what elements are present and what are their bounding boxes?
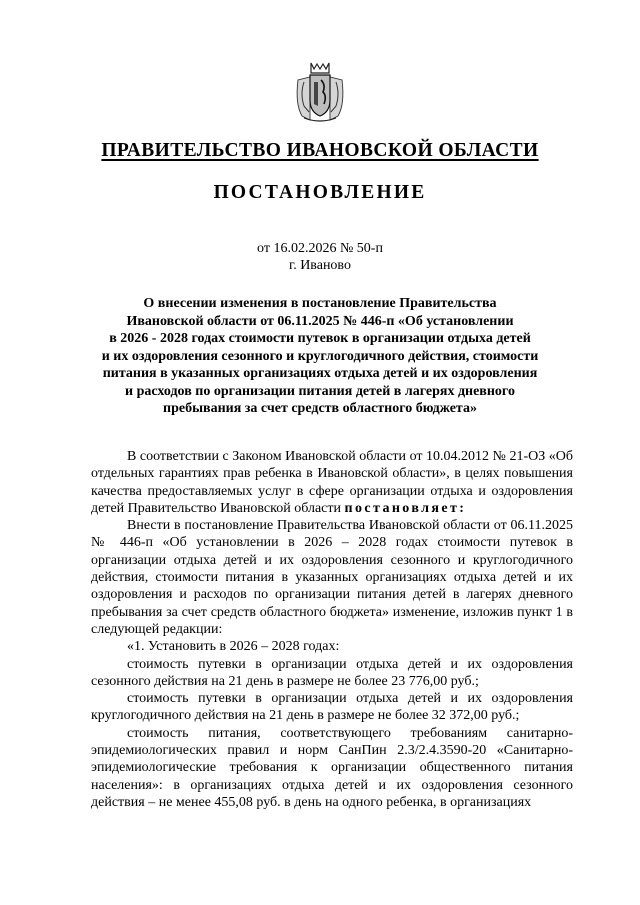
body-paragraph: Внести в постановление Правительства Ивановской области от 06.11.2025 № 446-п «Об установлении в 2026 – 2028 годах стоимости путевок в организации отдыха детей и их оздоровления сезонного и круглогодичного действия, стоимости питания в указанных организациях отдыха детей и их оздоровления и расходов по организации питания детей в лагерях дневного пребывания за счет средств областного бюджета» изменение, изложив пункт 1 в следующей редакции: <box>91 518 573 637</box>
title-line: в 2026 - 2028 годах стоимости путевок в организации отдыха детей <box>109 331 531 346</box>
document-type: ПОСТАНОВЛЕНИЕ <box>213 182 427 203</box>
crown-shape <box>311 63 329 73</box>
body-paragraph: стоимость путевки в организации отдыха детей и их оздоровления сезонного действия на 21 день в размере не более 23 776,00 руб.; <box>91 656 573 689</box>
shield-shape <box>310 75 330 116</box>
date-number: от 16.02.2026 № 50-п <box>257 241 383 256</box>
resolves-word: постановляет: <box>344 500 467 516</box>
body-paragraph: «1. Установить в 2026 – 2028 годах: <box>127 639 340 655</box>
title-line: О внесении изменения в постановление Правительства <box>143 296 497 311</box>
preamble-text: В соответствии с Законом Ивановской области от 10.04.2012 № 21-ОЗ «Об отдельных гарантиях прав ребенка в Ивановской области», в целях повышения качества предоставляемых услуг в сфере организации отдыха и оздоровления детей Правительство Ивановской области <box>91 449 573 516</box>
body-paragraph <box>91 448 573 517</box>
body-paragraph: стоимость путевки в организации отдыха детей и их оздоровления круглогодичного действия на 21 день в размере не более 32 372,00 руб.; <box>91 691 573 724</box>
date-block <box>0 240 640 274</box>
city: г. Иваново <box>289 258 351 273</box>
coat-of-arms-emblem <box>292 60 348 126</box>
title-line: Ивановской области от 06.11.2025 № 446-п «Об установлении <box>126 313 514 329</box>
title-line: питания в указанных организациях отдыха детей и их оздоровления <box>102 366 538 381</box>
title-line: и расходов по организации питания детей в лагерях дневного <box>125 383 515 399</box>
body-paragraph: стоимость питания, соответствующего требованиям санитарно-эпидемиологических правил и норм СанПин 2.3/2.4.3590-20 «Санитарно-эпидемиологические требования к организации общественного питания населения»: в организациях отдыха детей и их оздоровления сезонного действия – не менее 455,08 руб. в день на одного ребенка, в организациях <box>91 725 573 810</box>
title-line: и их оздоровления сезонного и круглогодичного действия, стоимости <box>101 348 539 364</box>
title-line: пребывания за счет средств областного бюджета» <box>163 401 477 416</box>
document-title <box>60 295 580 418</box>
organization-name: ПРАВИТЕЛЬСТВО ИВАНОВСКОЙ ОБЛАСТИ <box>101 140 539 161</box>
document-body <box>91 448 573 811</box>
